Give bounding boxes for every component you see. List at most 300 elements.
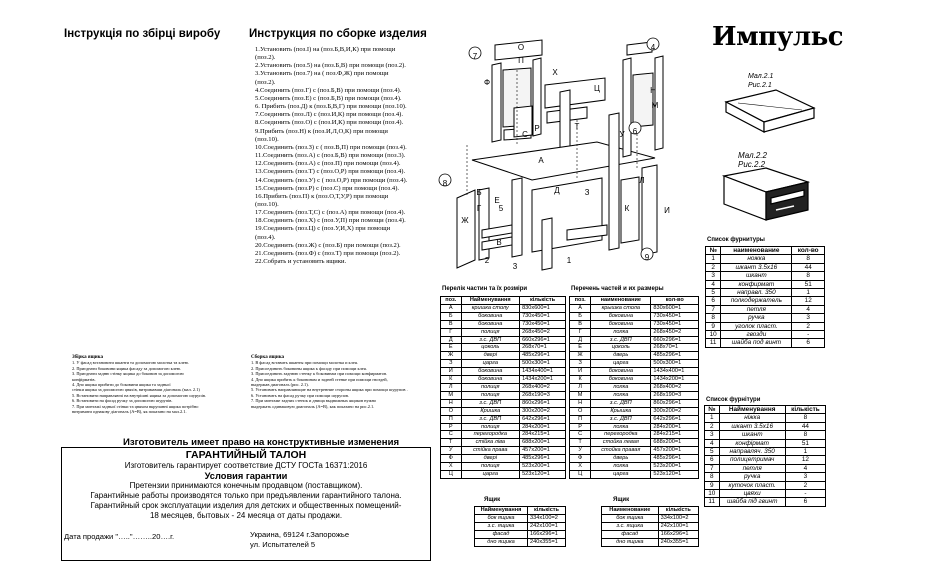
table-header-cell: кількість: [520, 297, 566, 305]
table-cell: 7: [705, 464, 720, 472]
table-cell: 242x100=1: [528, 522, 566, 530]
table-row: [475, 522, 566, 530]
diagram-label: Н: [650, 86, 656, 95]
table-cell: Т: [570, 439, 591, 447]
table-row: [570, 368, 699, 376]
assembly-step: 21.Соединить (поз.Ф) с (поз.Т) при помощи (поз.2).: [255, 249, 401, 257]
table-cell: полицетримач: [719, 456, 785, 464]
table-row: [706, 339, 825, 347]
table-cell: з.с. ДВП: [591, 336, 651, 344]
table-cell: 334x100=2: [528, 514, 566, 522]
table-cell: боковина: [461, 320, 520, 328]
table-row: [706, 331, 825, 339]
table-cell: 8: [785, 414, 825, 422]
drawer-ua-line: 3. Приєднати задню стінку ящика до боковин за допомогою: [72, 371, 184, 377]
table-cell: 1: [705, 414, 720, 422]
table-cell: петля: [719, 464, 785, 472]
table-cell: А: [441, 304, 462, 312]
table-row: [602, 522, 699, 530]
table-cell: 2: [706, 263, 721, 271]
table-row: [706, 314, 825, 322]
fig-2-2-ua: Мал.2.2: [738, 151, 767, 160]
drawer-ru-title: Сборка ящика: [251, 355, 285, 360]
assembly-step: (поз.2).: [255, 54, 276, 62]
fittings-table-ru: [705, 246, 825, 348]
table-cell: П: [570, 415, 591, 423]
table-cell: 2: [705, 422, 720, 430]
table-cell: 6: [792, 339, 825, 347]
parts-table-ua: [440, 296, 566, 479]
table-cell: з.с. ДВП: [461, 415, 520, 423]
table-header-cell: Найменування: [475, 507, 528, 515]
table-row: [441, 320, 566, 328]
table-cell: 10: [705, 490, 720, 498]
address-line-1: Украина, 69124 г.Запорожье: [250, 530, 350, 539]
table-cell: 44: [792, 263, 825, 271]
table-cell: куточок пласт.: [719, 481, 785, 489]
table-cell: цоколь: [591, 344, 651, 352]
table-row: [705, 498, 826, 506]
table-row: [602, 538, 699, 546]
table-row: [705, 448, 826, 456]
table-cell: дно ящика: [475, 538, 528, 546]
diagram-label: А: [538, 156, 544, 165]
table-cell: Б: [570, 312, 591, 320]
table-cell: 3: [792, 314, 825, 322]
parts-table-ru: [569, 296, 699, 479]
parts-ru-title: Перечень частей и их размеры: [571, 286, 664, 292]
assembly-step: 20.Соединить (поз.Ж) с (поз.Б) при помощи (поз.2).: [255, 241, 401, 249]
table-cell: 730x450=1: [651, 320, 699, 328]
table-cell: Ц: [441, 470, 462, 478]
table-cell: 284x200=1: [651, 423, 699, 431]
table-row: [570, 376, 699, 384]
table-cell: 11: [706, 339, 721, 347]
table-row: [475, 514, 566, 522]
table-cell: цвяхи: [719, 490, 785, 498]
table-row: [570, 439, 699, 447]
address-line-2: ул. Испытателей 5: [250, 540, 316, 549]
table-cell: полиця: [461, 328, 520, 336]
table-row: [570, 431, 699, 439]
diagram-label: Д: [554, 186, 560, 195]
title-ru: Инструкция по сборке изделия: [249, 28, 427, 40]
drawer-assembly-ua: [72, 355, 242, 414]
table-cell: фасад: [602, 530, 659, 538]
table-cell: шкант: [719, 431, 785, 439]
table-row: [475, 538, 566, 546]
assembly-step: 3.Установить (поз.7) на ( поз.Ф,Ж) при помощи: [255, 70, 389, 78]
table-header-cell: поз.: [441, 297, 462, 305]
table-cell: з.с. ящика: [475, 522, 528, 530]
table-cell: 11: [705, 498, 720, 506]
assembly-step: 19.Соединить (поз.Ц) с (поз.У,И,Х) при помощи: [255, 225, 391, 233]
warranty-standard: Изготовитель гарантирует соответствие ДСТУ ГОСТа 16371:2016: [124, 461, 368, 470]
table-row: [570, 463, 699, 471]
diagram-label: Л: [639, 176, 645, 185]
table-cell: 4: [785, 464, 825, 472]
table-header-cell: кількість: [658, 507, 698, 515]
table-row: [706, 305, 825, 313]
table-cell: 268x400=2: [651, 383, 699, 391]
table-cell: 1434x200=1: [520, 376, 566, 384]
table-cell: ручка: [721, 314, 792, 322]
table-row: [441, 304, 566, 312]
table-row: [441, 376, 566, 384]
table-cell: К: [441, 376, 462, 384]
diagram-label: 6: [632, 127, 638, 136]
brand-name: Импульс: [712, 22, 844, 52]
diagram-label: Ф: [483, 78, 491, 87]
table-cell: Ж: [441, 352, 462, 360]
table-cell: 51: [785, 439, 825, 447]
assembly-step: 11.Соединить (поз.А) с (поз.Б,В) при помощи (поз.3).: [255, 152, 406, 160]
table-cell: 166x296=1: [658, 530, 698, 538]
table-cell: Кришка: [461, 407, 520, 415]
table-cell: 1434x400=1: [520, 368, 566, 376]
table-cell: 500x300=1: [520, 360, 566, 368]
table-cell: Ц: [570, 470, 591, 478]
table-cell: полка: [591, 423, 651, 431]
table-cell: полкодержатель: [721, 297, 792, 305]
table-cell: 660x296=1: [651, 336, 699, 344]
table-row: [706, 322, 825, 330]
warranty-p2: Гарантийные работы производятся только при предъявлении гарантийного талона.: [90, 491, 402, 500]
table-row: [706, 263, 825, 271]
assembly-step: 12.Соединить (поз.А) с (поз.П) при помощи (поз.4).: [255, 160, 401, 168]
warranty-p4: 18 месяцев, бытовых - 24 месяца от даты продажи.: [149, 511, 343, 520]
table-cell: двері: [461, 352, 520, 360]
table-row: [705, 490, 826, 498]
table-row: [706, 280, 825, 288]
diagram-label: 8: [442, 179, 448, 188]
maker-address: [250, 530, 349, 550]
diagram-label: В: [496, 238, 502, 247]
table-header-cell: №: [706, 247, 721, 255]
table-cell: -: [785, 490, 825, 498]
table-cell: фасад: [475, 530, 528, 538]
assembly-step: 10.Соединить (поз.З) с ( поз.В,П) при помощи (поз.4).: [255, 143, 407, 151]
table-cell: 7: [706, 305, 721, 313]
assembly-step: 4.Соединить (поз.Г) с (поз.Б,В) при помощи (поз.4).: [255, 86, 402, 94]
table-cell: Х: [570, 463, 591, 471]
table-cell: П: [441, 415, 462, 423]
table-cell: С: [441, 431, 462, 439]
diagram-label: 1: [566, 256, 572, 265]
box-ru-title: Ящик: [613, 497, 630, 503]
table-cell: 12: [785, 456, 825, 464]
diagram-label: 3: [512, 262, 518, 271]
drawer-ru-line: выдержать одинаковую диагональ (А=В), как показано на рис.2.1.: [251, 403, 375, 409]
table-cell: Х: [441, 463, 462, 471]
part-back: [545, 78, 605, 108]
table-header-cell: наименование: [591, 297, 651, 305]
table-cell: К: [570, 376, 591, 384]
table-cell: 523x120=1: [651, 470, 699, 478]
table-cell: бок ящика: [602, 514, 659, 522]
table-row: [706, 255, 825, 263]
table-cell: Крышка: [591, 407, 651, 415]
warranty-conditions: Условия гарантии: [204, 471, 288, 481]
table-cell: 12: [792, 297, 825, 305]
table-row: [570, 399, 699, 407]
table-cell: полка: [591, 391, 651, 399]
table-cell: Т: [441, 439, 462, 447]
table-cell: 8: [706, 314, 721, 322]
diagram-label: 2: [484, 256, 490, 265]
drawer-ru-line: 2. Присоединить боковины ящика к фасаду при помощи клея.: [251, 365, 367, 371]
fittings-table-ua: [704, 405, 826, 507]
table-cell: 240x355=1: [658, 538, 698, 546]
table-cell: боковина: [461, 312, 520, 320]
table-row: [441, 383, 566, 391]
fittings-ua-title: Список фурнітури: [706, 397, 761, 403]
table-row: [570, 447, 699, 455]
drawer-ru-line: 1. В фасад вставить шканты при помощи молотка и клея.: [251, 360, 358, 366]
table-cell: 485x296=1: [651, 455, 699, 463]
table-cell: 830x600=1: [651, 304, 699, 312]
table-cell: двері: [461, 455, 520, 463]
table-cell: Б: [441, 312, 462, 320]
table-cell: перегородка: [591, 431, 651, 439]
table-row: [441, 423, 566, 431]
table-header-cell: кол-во: [792, 247, 825, 255]
table-row: [706, 272, 825, 280]
table-row: [570, 344, 699, 352]
drawer-table-ru: [601, 506, 699, 547]
table-cell: В: [441, 320, 462, 328]
table-cell: 2: [792, 322, 825, 330]
table-cell: 730x450=1: [651, 312, 699, 320]
table-cell: З: [570, 360, 591, 368]
drawer-ua-line: 7. При монтажі задньої стінки та цвяхом вкрупанні ящика потрібно: [72, 403, 199, 409]
table-cell: ніжка: [719, 414, 785, 422]
table-row: [570, 312, 699, 320]
table-cell: Н: [441, 399, 462, 407]
table-row: [441, 352, 566, 360]
table-cell: 9: [705, 481, 720, 489]
drawer-ua-line: витримати однакову діагональ (А=В), як показано на мал.2.1.: [72, 409, 187, 415]
table-row: [602, 514, 699, 522]
table-cell: 268x450=2: [651, 328, 699, 336]
table-cell: Л: [570, 383, 591, 391]
diagram-label: Т: [574, 122, 580, 131]
table-cell: 51: [792, 280, 825, 288]
table-cell: полка: [591, 328, 651, 336]
drawer-ru-line: выдержав диагональ (рис. 2.1).: [251, 382, 309, 388]
drawer-assembly-ru: [251, 355, 431, 409]
table-cell: -: [792, 331, 825, 339]
table-cell: 688x200=1: [520, 439, 566, 447]
fig-2-1-ru: Рис.2.1: [748, 82, 772, 89]
table-row: [570, 407, 699, 415]
table-cell: 642x296=1: [520, 415, 566, 423]
table-cell: дно ящика: [602, 538, 659, 546]
table-cell: Д: [441, 336, 462, 344]
table-cell: У: [570, 447, 591, 455]
table-cell: направляч. 350: [719, 448, 785, 456]
assembly-step: 16.Прибить (поз.П) к (поз.О,Т,У,Р) при помощи: [255, 192, 389, 200]
table-header-cell: кількість: [785, 406, 825, 414]
table-cell: 1: [792, 289, 825, 297]
diagram-label: 5: [498, 204, 504, 213]
drawer-table-ua: [474, 506, 566, 547]
table-row: [570, 304, 699, 312]
diagram-label: Ж: [461, 216, 469, 225]
table-cell: дверь: [591, 352, 651, 360]
table-cell: У: [441, 447, 462, 455]
table-row: [441, 336, 566, 344]
diagram-label: 4: [650, 43, 656, 52]
table-cell: шайба под винт: [721, 339, 792, 347]
table-cell: 268x190=3: [520, 391, 566, 399]
drawer-ru-line: 6. Установить на фасад ручку при помощи шурупов.: [251, 392, 350, 398]
drawer-ru-line: 5. Установить направляющие на внутренние стороны ящика при помощи шурупов .: [251, 387, 408, 393]
table-cell: 8: [785, 431, 825, 439]
table-cell: 500x300=1: [651, 360, 699, 368]
table-cell: шкант 3.5х16: [721, 263, 792, 271]
table-cell: 268x70=1: [520, 344, 566, 352]
table-row: [441, 407, 566, 415]
table-cell: боковина: [461, 368, 520, 376]
table-row: [570, 415, 699, 423]
table-cell: 2: [785, 481, 825, 489]
table-cell: кришка столу: [461, 304, 520, 312]
table-cell: стійка права: [461, 447, 520, 455]
table-cell: Л: [441, 383, 462, 391]
table-cell: Н: [570, 399, 591, 407]
assembly-step: (поз.4).: [255, 233, 276, 241]
diagram-label: К: [624, 204, 630, 213]
assembly-step: 2.Установить (поз.5) на (поз.Б,В) при помощи (поз.2).: [255, 62, 406, 70]
table-cell: 4: [792, 305, 825, 313]
table-cell: полиця: [461, 383, 520, 391]
table-row: [441, 360, 566, 368]
table-cell: 3: [785, 473, 825, 481]
table-row: [441, 455, 566, 463]
table-cell: 284x215=1: [651, 431, 699, 439]
table-cell: 523x120=1: [520, 470, 566, 478]
table-cell: стойка правая: [591, 447, 651, 455]
table-header-cell: кол-во: [651, 297, 699, 305]
diagram-label: Р: [534, 124, 540, 133]
drawer-ua-line: 4. Дно ящика прибити до боковини ящика та задньої: [72, 382, 171, 388]
table-cell: з.с. ДВП: [461, 336, 520, 344]
table-cell: Е: [570, 344, 591, 352]
table-cell: 10: [706, 331, 721, 339]
table-cell: 3: [706, 272, 721, 280]
assembly-steps: [255, 46, 435, 266]
table-cell: царга: [461, 360, 520, 368]
table-cell: 300x200=2: [651, 407, 699, 415]
table-cell: 5: [705, 448, 720, 456]
table-cell: стійка ліва: [461, 439, 520, 447]
table-row: [570, 455, 699, 463]
table-cell: 284x215=1: [520, 431, 566, 439]
table-header-cell: поз.: [570, 297, 591, 305]
table-cell: 268x400=2: [520, 383, 566, 391]
diagram-label: Б: [476, 188, 482, 197]
table-cell: О: [570, 407, 591, 415]
table-cell: полка: [591, 383, 651, 391]
diagram-label: 7: [472, 52, 478, 61]
table-cell: боковина: [591, 312, 651, 320]
table-cell: 830x600=1: [520, 304, 566, 312]
table-cell: крышка стола: [591, 304, 651, 312]
table-row: [441, 391, 566, 399]
table-cell: з.с. ящика: [602, 522, 659, 530]
table-cell: стойка левая: [591, 439, 651, 447]
table-row: [441, 470, 566, 478]
table-cell: бок ящика: [475, 514, 528, 522]
diagram-label: И: [664, 206, 670, 215]
table-cell: 8: [705, 473, 720, 481]
table-header-cell: кількість: [528, 507, 566, 515]
table-cell: И: [441, 368, 462, 376]
table-cell: 284x200=1: [520, 423, 566, 431]
table-row: [441, 463, 566, 471]
table-cell: Ф: [441, 455, 462, 463]
table-cell: В: [570, 320, 591, 328]
drawer-ua-line: 5. Встановити направляючі на внутрішні ящика за допомогою шурупів.: [72, 392, 206, 398]
diagram-label: 9: [644, 253, 650, 262]
table-cell: 1: [785, 448, 825, 456]
diagram-label: Г: [476, 204, 482, 213]
table-row: [705, 464, 826, 472]
assembly-step: 5.Соединить (поз.Е) с (поз.Б,В) при помощи (поз.4).: [255, 94, 402, 102]
assembly-step: (поз.10).: [255, 135, 279, 143]
table-cell: шайба під гвинт: [719, 498, 785, 506]
table-cell: А: [570, 304, 591, 312]
table-cell: М: [570, 391, 591, 399]
assembly-step: 15.Соединить (поз.Р) с (поз.С) при помощи (поз.4).: [255, 184, 400, 192]
diagram-label: Х: [552, 68, 558, 77]
table-row: [570, 391, 699, 399]
table-cell: 268x70=1: [651, 344, 699, 352]
table-cell: 457x200=1: [651, 447, 699, 455]
table-row: [475, 530, 566, 538]
table-cell: 457x200=1: [520, 447, 566, 455]
fig-2-1-ua: Мал.2.1: [748, 73, 774, 80]
table-row: [441, 399, 566, 407]
table-cell: полиця: [461, 423, 520, 431]
table-cell: 5: [706, 289, 721, 297]
table-row: [570, 320, 699, 328]
table-cell: з.с. ДВП: [591, 399, 651, 407]
table-row: [705, 456, 826, 464]
table-cell: 4: [705, 439, 720, 447]
table-cell: боковина: [461, 376, 520, 384]
table-cell: ручка: [719, 473, 785, 481]
drawer-ru-line: 3. Присоединить заднюю стенку к боковинам при помощи конфирматов.: [251, 371, 388, 377]
diagram-label: С: [522, 130, 528, 139]
exploded-assembly-diagram: [437, 30, 707, 280]
assembly-step: 22.Собрать и установить ящики.: [255, 258, 347, 266]
table-cell: 1434x400=1: [651, 368, 699, 376]
table-cell: 8: [792, 255, 825, 263]
drawer-ua-line: 1. У фасад встановити шканти та допомогою молотка та клею.: [72, 360, 190, 366]
table-cell: шкант 3.5х16: [719, 422, 785, 430]
table-cell: царга: [461, 470, 520, 478]
table-cell: боковина: [591, 320, 651, 328]
table-cell: полиця: [461, 391, 520, 399]
table-cell: 6: [785, 498, 825, 506]
table-cell: полка: [591, 463, 651, 471]
maker-notice: Изготовитель имеет право на конструктивные изменения: [123, 437, 400, 448]
table-row: [705, 473, 826, 481]
table-cell: з.с. ДВП: [461, 399, 520, 407]
table-row: [441, 344, 566, 352]
